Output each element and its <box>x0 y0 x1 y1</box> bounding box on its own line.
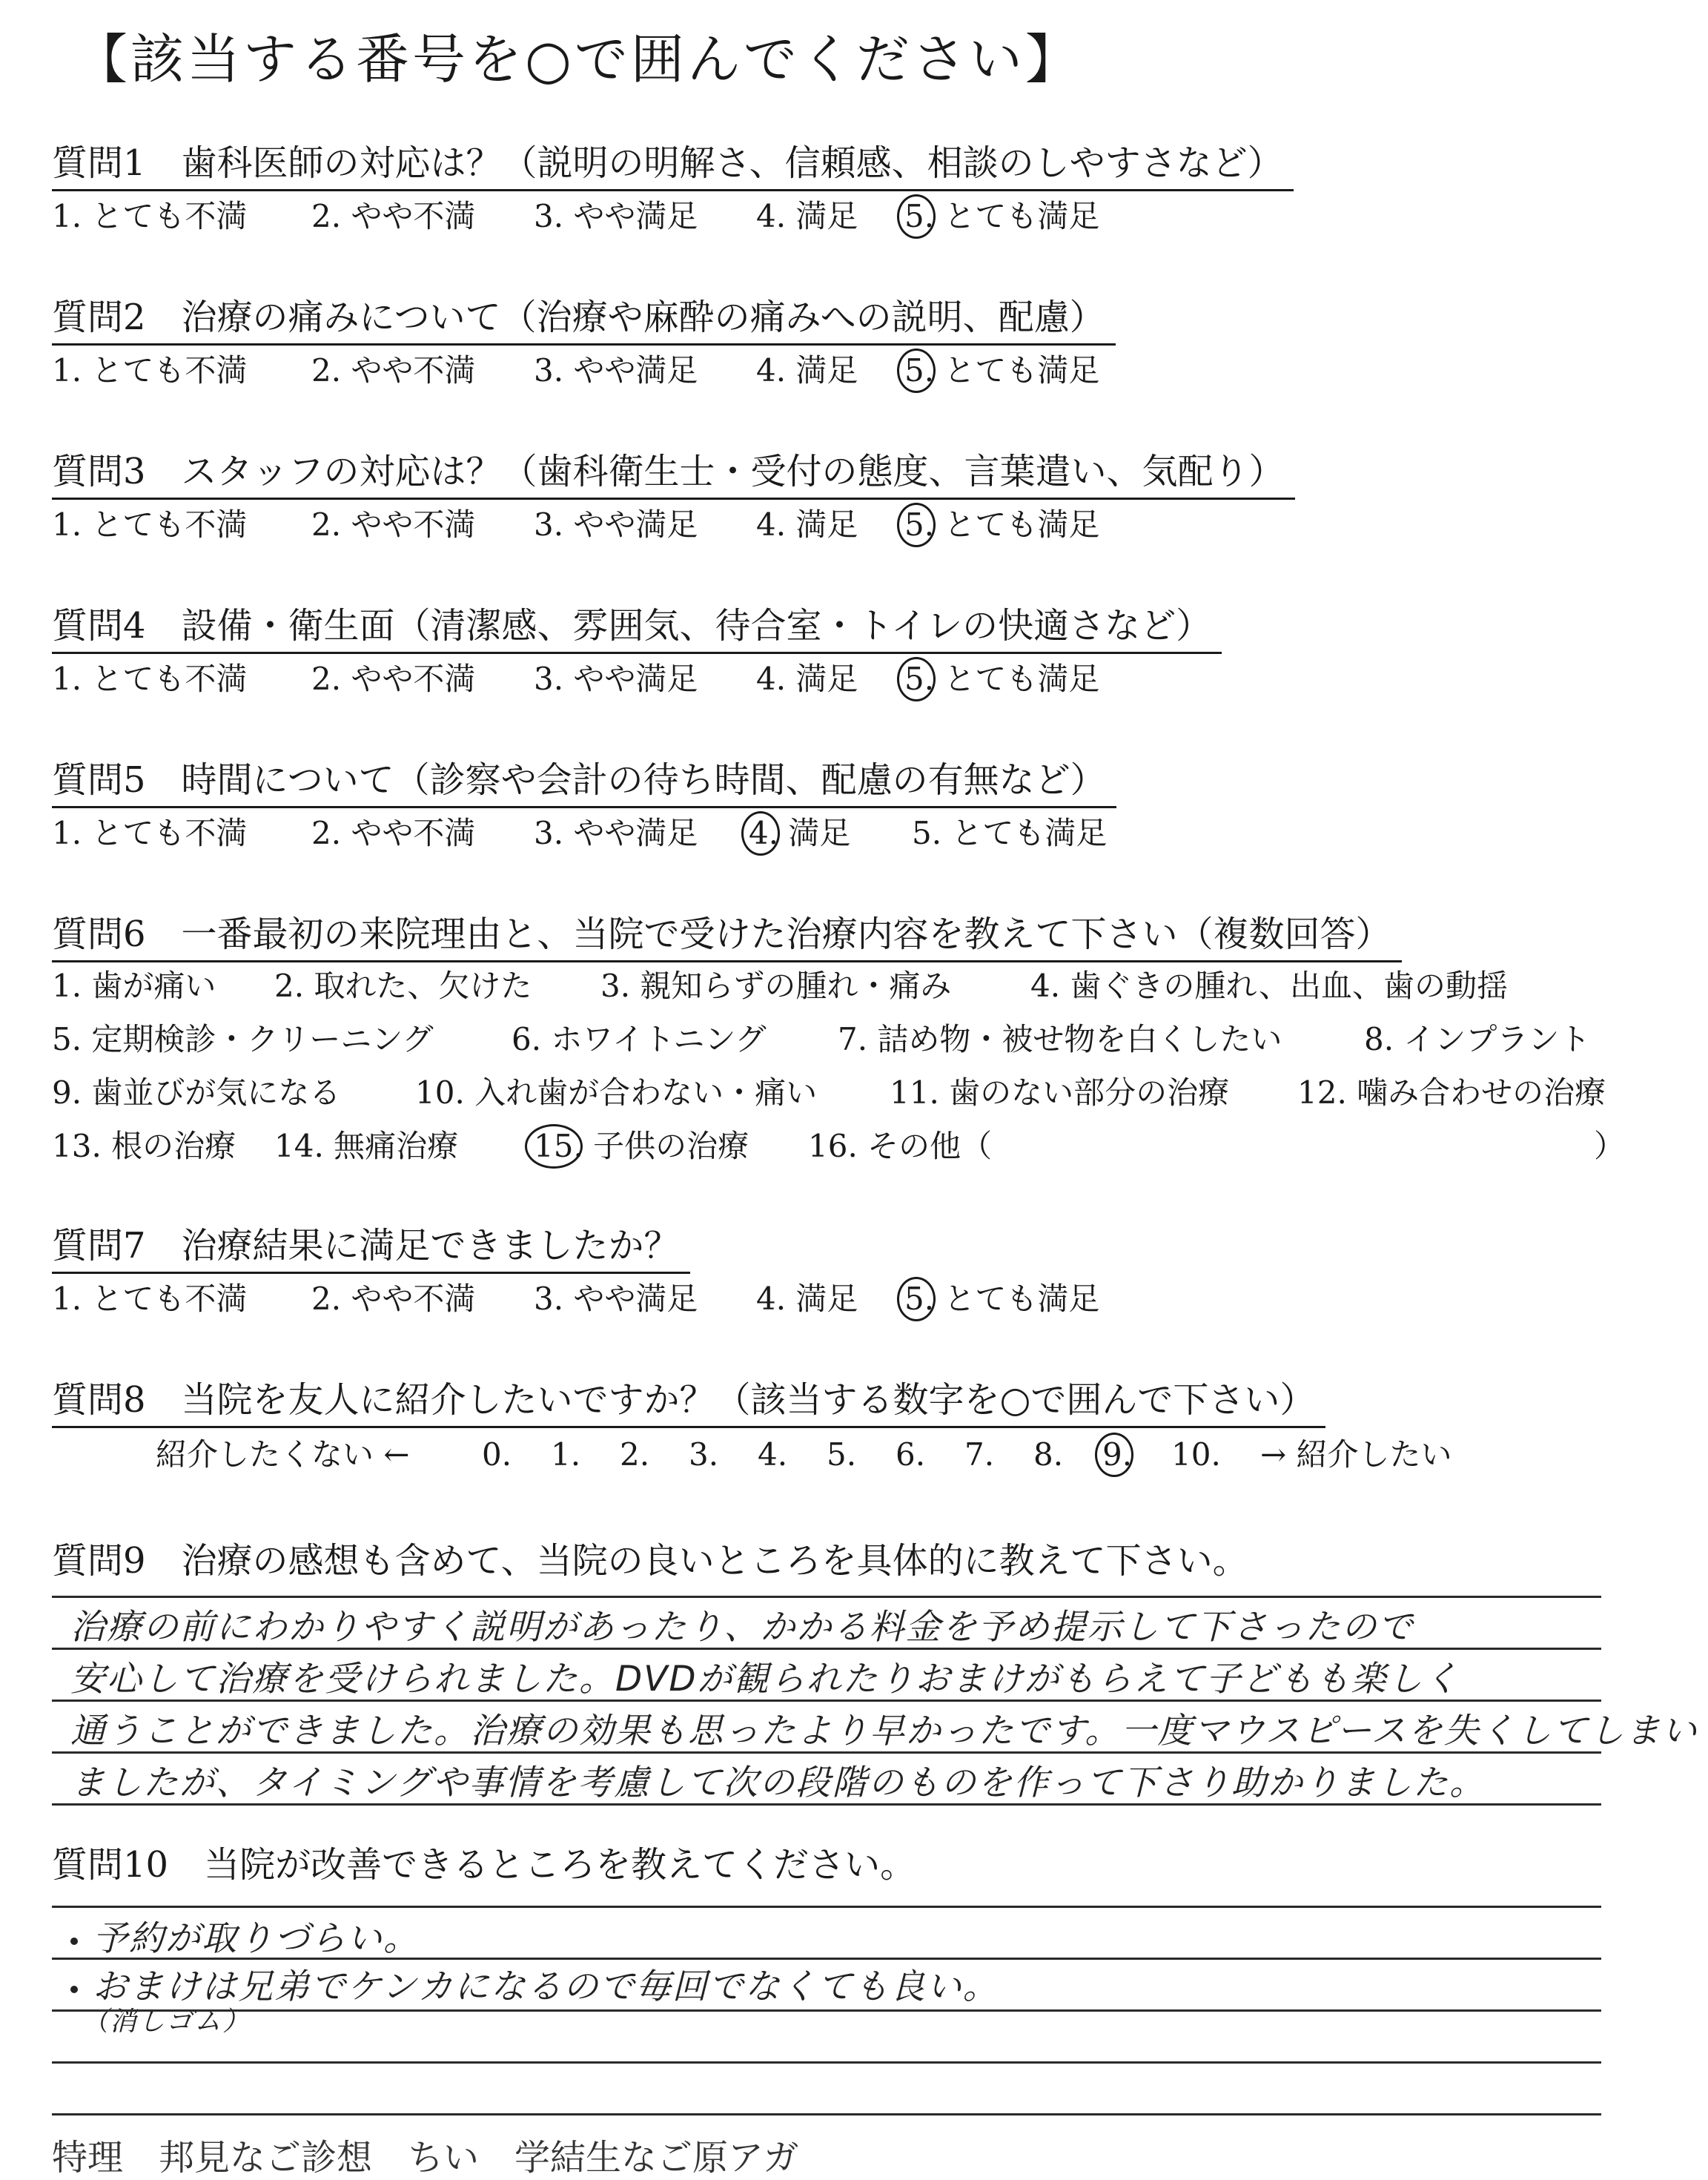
scale-10[interactable]: 10. <box>1171 1436 1221 1473</box>
q6-close-paren: ） <box>1594 1128 1626 1164</box>
bullet-icon <box>70 1986 78 1993</box>
question-7-title: 質問7 治療結果に満足できましたか？ <box>52 1220 690 1274</box>
option-4[interactable]: 4. 満足 <box>756 352 858 389</box>
option-1[interactable]: 1. とても不満 <box>52 661 248 697</box>
scale-2[interactable]: 2. <box>620 1436 650 1473</box>
footer-partial-text: 特理 邦見なご診想 ちい 学結生なご原アガ <box>52 2137 799 2179</box>
question-10-title: 質問10 当院が改善できるところを教えてください。 <box>52 1844 916 1886</box>
scale-7[interactable]: 7. <box>964 1436 995 1473</box>
q10-answer-line[interactable]: おまけは兄弟でケンカになるので毎回でなくても良い。 <box>70 1961 999 2013</box>
scale-left-label: 紹介したくない ← <box>156 1436 410 1473</box>
bullet-icon <box>70 1938 78 1945</box>
answer-rule <box>52 2113 1601 2115</box>
q9-answer-line[interactable]: ましたが、タイミングや事情を考慮して次の段階のものを作って下さり助かりました。 <box>70 1763 1486 1803</box>
q6-option[interactable]: 11. 歯のない部分の治療 <box>890 1074 1230 1111</box>
option-4[interactable]: 4. 満足 <box>749 815 851 851</box>
option-1[interactable]: 1. とても不満 <box>52 352 248 389</box>
option-5[interactable]: 5. とても満足 <box>904 198 1100 234</box>
option-5[interactable]: 5. とても満足 <box>904 352 1100 389</box>
selection-circle <box>897 349 936 393</box>
answer-rule <box>52 1596 1601 1598</box>
scale-9[interactable]: 9. <box>1102 1436 1133 1473</box>
instruction-heading: 【該当する番号を○で囲んでください】 <box>74 28 1082 90</box>
q10-answer-line[interactable]: 予約が取りづらい。 <box>70 1913 420 1965</box>
q6-option[interactable]: 12. 噛み合わせの治療 <box>1297 1074 1606 1111</box>
q6-option[interactable]: 13. 根の治療 <box>52 1128 236 1164</box>
option-3[interactable]: 3. やや満足 <box>534 661 698 697</box>
option-2[interactable]: 2. やや不満 <box>311 198 476 234</box>
option-5[interactable]: 5. とても満足 <box>904 1281 1100 1317</box>
question-2-title: 質問2 治療の痛みについて（治療や麻酔の痛みへの説明、配慮） <box>52 291 1116 346</box>
question-1-title: 質問1 歯科医師の対応は？（説明の明解さ、信頼感、相談のしやすさなど） <box>52 137 1294 191</box>
selection-circle <box>525 1124 583 1169</box>
answer-rule <box>52 1648 1601 1650</box>
answer-rule <box>52 1700 1601 1702</box>
q6-option[interactable]: 10. 入れ歯が合わない・痛い <box>415 1074 818 1111</box>
option-2[interactable]: 2. やや不満 <box>311 1281 476 1317</box>
q9-answer-line[interactable]: 通うことができました。治療の効果も思ったより早かったです。一度マウスピースを失くしてしまい <box>70 1711 1698 1751</box>
option-5[interactable]: 5. とても満足 <box>904 506 1100 543</box>
q6-option[interactable]: 16. その他（ <box>808 1128 993 1164</box>
q6-option[interactable]: 15. 子供の治療 <box>534 1128 749 1164</box>
question-8-title: 質問8 当院を友人に紹介したいですか？（該当する数字を○で囲んで下さい） <box>52 1374 1325 1428</box>
option-2[interactable]: 2. やや不満 <box>311 506 476 543</box>
question-4-title: 質問4 設備・衛生面（清潔感、雰囲気、待合室・トイレの快適さなど） <box>52 600 1222 654</box>
question-6-title: 質問6 一番最初の来院理由と、当院で受けた治療内容を教えて下さい（複数回答） <box>52 908 1402 962</box>
q6-option[interactable]: 5. 定期検診・クリーニング <box>52 1021 434 1057</box>
scale-1[interactable]: 1. <box>551 1436 581 1473</box>
selection-circle <box>897 503 936 547</box>
scale-0[interactable]: 0. <box>482 1436 512 1473</box>
selection-circle <box>1095 1433 1133 1477</box>
selection-circle <box>897 1277 936 1321</box>
option-4[interactable]: 4. 満足 <box>756 506 858 543</box>
question-5-title: 質問5 時間について（診察や会計の待ち時間、配慮の有無など） <box>52 754 1116 808</box>
option-1[interactable]: 1. とても不満 <box>52 198 248 234</box>
scale-3[interactable]: 3. <box>689 1436 719 1473</box>
answer-rule <box>52 1906 1601 1908</box>
q6-option[interactable]: 1. 歯が痛い <box>52 968 216 1004</box>
q6-option[interactable]: 9. 歯並びが気になる <box>52 1074 341 1111</box>
q10-answer-note[interactable]: （消しゴム） <box>82 2006 251 2037</box>
q6-option[interactable]: 3. 親知らずの腫れ・痛み <box>600 968 952 1004</box>
option-1[interactable]: 1. とても不満 <box>52 815 248 851</box>
answer-rule <box>52 1803 1601 1806</box>
q9-answer-line[interactable]: 治療の前にわかりやすく説明があったり、かかる料金を予め提示して下さったので <box>70 1607 1414 1648</box>
option-2[interactable]: 2. やや不満 <box>311 661 476 697</box>
option-3[interactable]: 3. やや満足 <box>534 815 698 851</box>
option-3[interactable]: 3. やや満足 <box>534 198 698 234</box>
option-4[interactable]: 4. 満足 <box>756 198 858 234</box>
q6-option[interactable]: 7. 詰め物・被せ物を白くしたい <box>838 1021 1282 1057</box>
answer-rule <box>52 1751 1601 1754</box>
option-2[interactable]: 2. やや不満 <box>311 815 476 851</box>
option-5[interactable]: 5. とても満足 <box>904 661 1100 697</box>
q6-option[interactable]: 8. インプラント <box>1364 1021 1591 1057</box>
question-3-title: 質問3 スタッフの対応は？（歯科衛生士・受付の態度、言葉遣い、気配り） <box>52 446 1295 500</box>
answer-rule <box>52 2061 1601 2064</box>
q9-answer-line[interactable]: 安心して治療を受けられました。DVDが観られたりおまけがもらえて子どもも楽しく <box>70 1659 1460 1700</box>
scale-4[interactable]: 4. <box>758 1436 788 1473</box>
option-1[interactable]: 1. とても不満 <box>52 506 248 543</box>
option-4[interactable]: 4. 満足 <box>756 661 858 697</box>
option-3[interactable]: 3. やや満足 <box>534 506 698 543</box>
q6-option[interactable]: 6. ホワイトニング <box>512 1021 767 1057</box>
scale-5[interactable]: 5. <box>827 1436 857 1473</box>
q6-option[interactable]: 4. 歯ぐきの腫れ、出血、歯の動揺 <box>1030 968 1508 1004</box>
option-5[interactable]: 5. とても満足 <box>912 815 1108 851</box>
question-9-title: 質問9 治療の感想も含めて、当院の良いところを具体的に教えて下さい。 <box>52 1540 1248 1582</box>
q6-option[interactable]: 2. 取れた、欠けた <box>274 968 532 1004</box>
selection-circle <box>741 811 780 856</box>
option-2[interactable]: 2. やや不満 <box>311 352 476 389</box>
option-1[interactable]: 1. とても不満 <box>52 1281 248 1317</box>
answer-rule <box>52 2009 1601 2012</box>
selection-circle <box>897 657 936 701</box>
option-4[interactable]: 4. 満足 <box>756 1281 858 1317</box>
answer-rule <box>52 1958 1601 1960</box>
q6-option[interactable]: 14. 無痛治療 <box>274 1128 459 1164</box>
option-3[interactable]: 3. やや満足 <box>534 1281 698 1317</box>
selection-circle <box>897 194 936 239</box>
scale-6[interactable]: 6. <box>896 1436 926 1473</box>
scale-8[interactable]: 8. <box>1033 1436 1064 1473</box>
scale-right-label: → 紹介したい <box>1260 1436 1452 1473</box>
option-3[interactable]: 3. やや満足 <box>534 352 698 389</box>
